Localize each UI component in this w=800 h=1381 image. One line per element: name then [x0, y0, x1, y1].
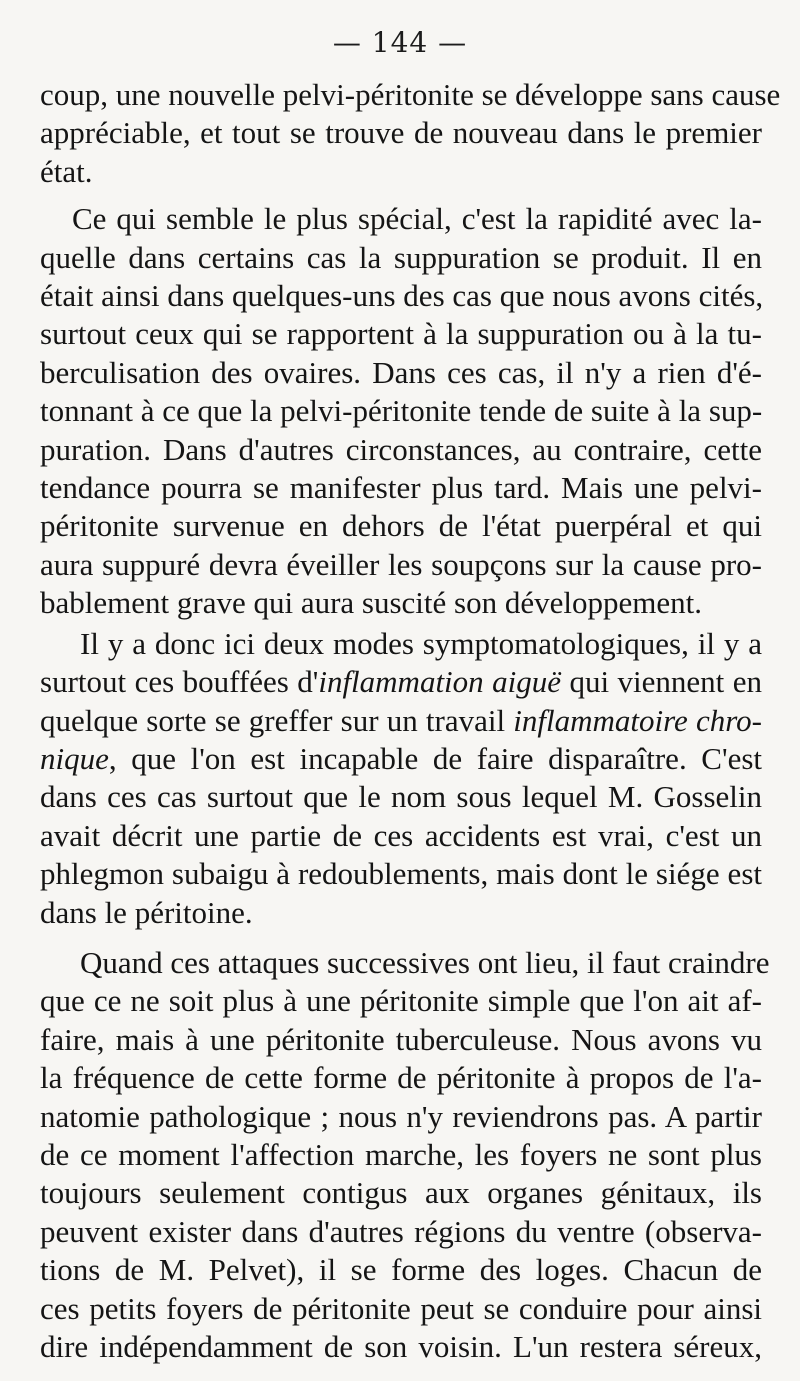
text-segment: quelque sorte se greffer sur un travail — [40, 702, 514, 738]
text-line: Quand ces attaques successives ont lieu, il faut craindre — [80, 944, 770, 980]
page-number: — 144 — — [332, 26, 468, 59]
text-line: de ce moment l'affection marche, les foyers ne sont plus — [40, 1136, 762, 1172]
italic-phrase: nique — [40, 740, 109, 776]
text-line: faire, mais à une péritonite tuberculeuse. Nous avons vu — [40, 1021, 762, 1057]
body-text — [40, 76, 781, 1366]
text-line: natomie pathologique ; nous n'y reviendrons pas. A partir — [40, 1098, 762, 1134]
text-line — [40, 778, 762, 816]
text-line: péritonite survenue en dehors de l'état puerpéral et qui — [40, 508, 762, 544]
text-line: peuvent exister dans d'autres régions du ventre (observa- — [40, 1213, 762, 1249]
text-segment: Il y a donc ici deux modes symptomatologiques, il y a — [80, 625, 762, 661]
text-segment: avait décrit une partie de ces accidents est vrai, c'est un — [40, 817, 762, 853]
text-line: tonnant à ce que la pelvi-péritonite tende de suite à la sup- — [40, 393, 763, 429]
text-line: surtout ceux qui se rapportent à la suppuration ou à la tu- — [40, 316, 762, 352]
text-line — [40, 663, 762, 701]
text-line — [40, 625, 762, 663]
paragraph — [40, 200, 762, 622]
paragraph — [40, 76, 781, 191]
text-line: était ainsi dans quelques-uns des cas que nous avons cités, — [40, 278, 764, 314]
text-line: bablement grave qui aura suscité son développement. — [40, 585, 702, 621]
text-line: que ce ne soit plus à une péritonite simple que l'on ait af- — [40, 983, 762, 1019]
text-segment: dans ces cas surtout que le nom sous lequel M. Gosselin — [40, 779, 762, 815]
text-line — [40, 894, 762, 932]
text-segment: phlegmon subaigu à redoublements, mais dont le siége est — [40, 856, 762, 892]
text-line: quelle dans certains cas la suppuration se produit. Il en — [40, 239, 762, 275]
text-line: ces petits foyers de péritonite peut se conduire pour ainsi — [40, 1290, 762, 1326]
text-line: Ce qui semble le plus spécial, c'est la rapidité avec la- — [72, 201, 762, 237]
text-line — [40, 817, 762, 855]
text-segment: qui viennent en — [561, 664, 762, 700]
text-segment: dans le péritoine. — [40, 894, 253, 930]
text-line: la fréquence de cette forme de péritonite à propos de l'a- — [40, 1060, 762, 1096]
text-line: tendance pourra se manifester plus tard. Mais une pelvi- — [40, 470, 762, 506]
text-line — [40, 702, 762, 740]
paragraph — [40, 625, 762, 932]
text-segment: , que l'on est incapable de faire disparaître. C'est — [108, 740, 762, 776]
text-line: dire indépendamment de son voisin. L'un restera séreux, — [40, 1329, 762, 1364]
italic-phrase: inflammatoire chro- — [513, 702, 762, 738]
text-line: aura suppuré devra éveiller les soupçons sur la cause pro- — [40, 546, 762, 582]
text-line: état. — [40, 153, 93, 189]
text-line: tions de M. Pelvet), il se forme des loges. Chacun de — [40, 1252, 762, 1288]
italic-phrase: inflammation aiguë — [318, 664, 561, 700]
text-line — [40, 855, 762, 893]
text-segment: surtout ces bouffées d' — [40, 664, 319, 700]
text-line — [40, 740, 762, 778]
text-line: toujours seulement contigus aux organes génitaux, ils — [40, 1175, 762, 1211]
text-line: coup, une nouvelle pelvi-péritonite se développe sans cause — [40, 77, 781, 112]
text-line: puration. Dans d'autres circonstances, au contraire, cette — [40, 431, 762, 467]
paragraph — [40, 944, 770, 1366]
text-line: appréciable, et tout se trouve de nouveau dans le premier — [40, 115, 762, 151]
text-line: berculisation des ovaires. Dans ces cas, il n'y a rien d'é- — [40, 354, 762, 390]
